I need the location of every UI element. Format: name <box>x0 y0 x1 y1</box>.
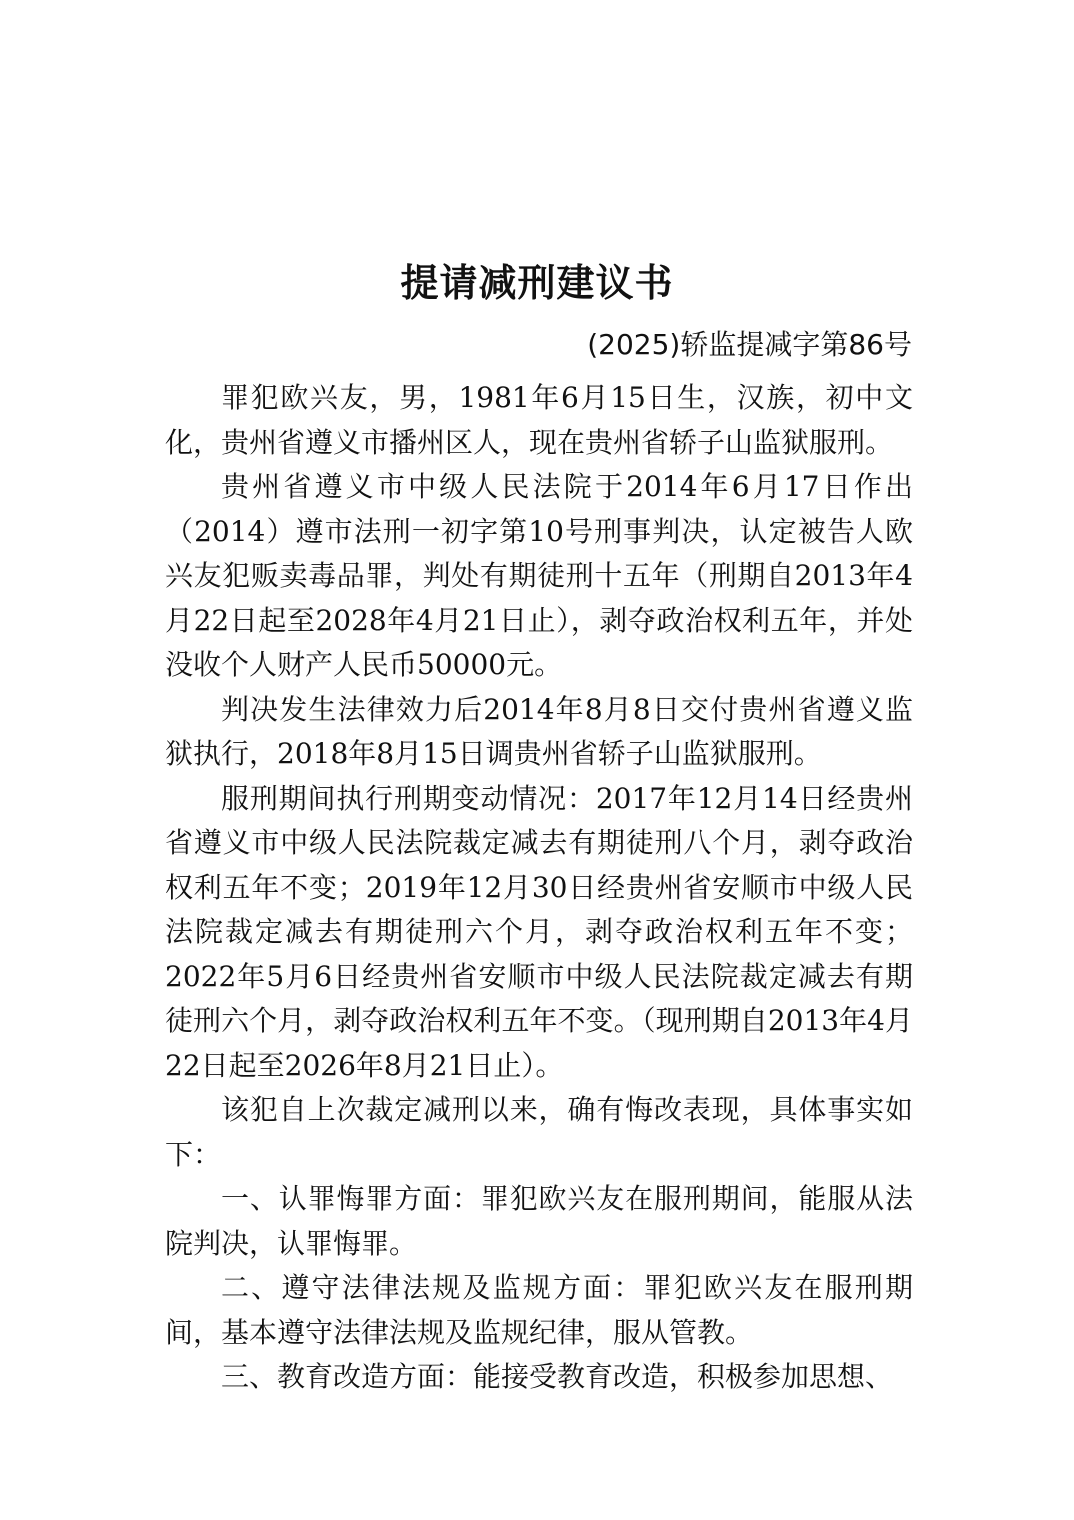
paragraph-execution: 判决发生法律效力后2014年8月8日交付贵州省遵义监狱执行，2018年8月15日调贵州省轿子山监狱服刑。 <box>165 692 913 770</box>
paragraph-facts-intro: 该犯自上次裁定减刑以来，确有悔改表现，具体事实如下： <box>165 1093 913 1171</box>
paragraph-sentence-changes: 服刑期间执行刑期变动情况：2017年12月14日经贵州省遵义市中级人民法院裁定减去有期徒刑八个月，剥夺政治权利五年不变；2019年12月30日经贵州省安顺市中级人民法院裁定减去有期徒刑六个月，剥夺政治权利五年不变；2022年5月6日经贵州省安顺市中级人民法院裁定减去有期徒刑六个月，剥夺政治权利五年不变。（现刑期自2013年4月22日起至2026年8月21日止）。 <box>165 781 913 1082</box>
document-body <box>165 376 913 1400</box>
document-number: (2025)轿监提减字第86号 <box>587 328 912 361</box>
document-title: 提请减刑建议书 <box>400 260 674 305</box>
paragraph-point-three: 三、教育改造方面：能接受教育改造，积极参加思想、 <box>221 1360 894 1393</box>
paragraph-original-judgment: 贵州省遵义市中级人民法院于2014年6月17日作出（2014）遵市法刑一初字第10号刑事判决，认定被告人欧兴友犯贩卖毒品罪，判处有期徒刑十五年（刑期自2013年4月22日起至2028年4月21日止），剥夺政治权利五年，并处没收个人财产人民币50000元。 <box>165 470 913 681</box>
paragraph-criminal-info: 罪犯欧兴友，男，1981年6月15日生，汉族，初中文化，贵州省遵义市播州区人，现在贵州省轿子山监狱服刑。 <box>165 381 913 459</box>
paragraph-point-one: 一、认罪悔罪方面：罪犯欧兴友在服刑期间，能服从法院判决，认罪悔罪。 <box>165 1182 913 1260</box>
paragraph-point-two: 二、遵守法律法规及监规方面：罪犯欧兴友在服刑期间，基本遵守法律法规及监规纪律，服从管教。 <box>165 1271 913 1349</box>
